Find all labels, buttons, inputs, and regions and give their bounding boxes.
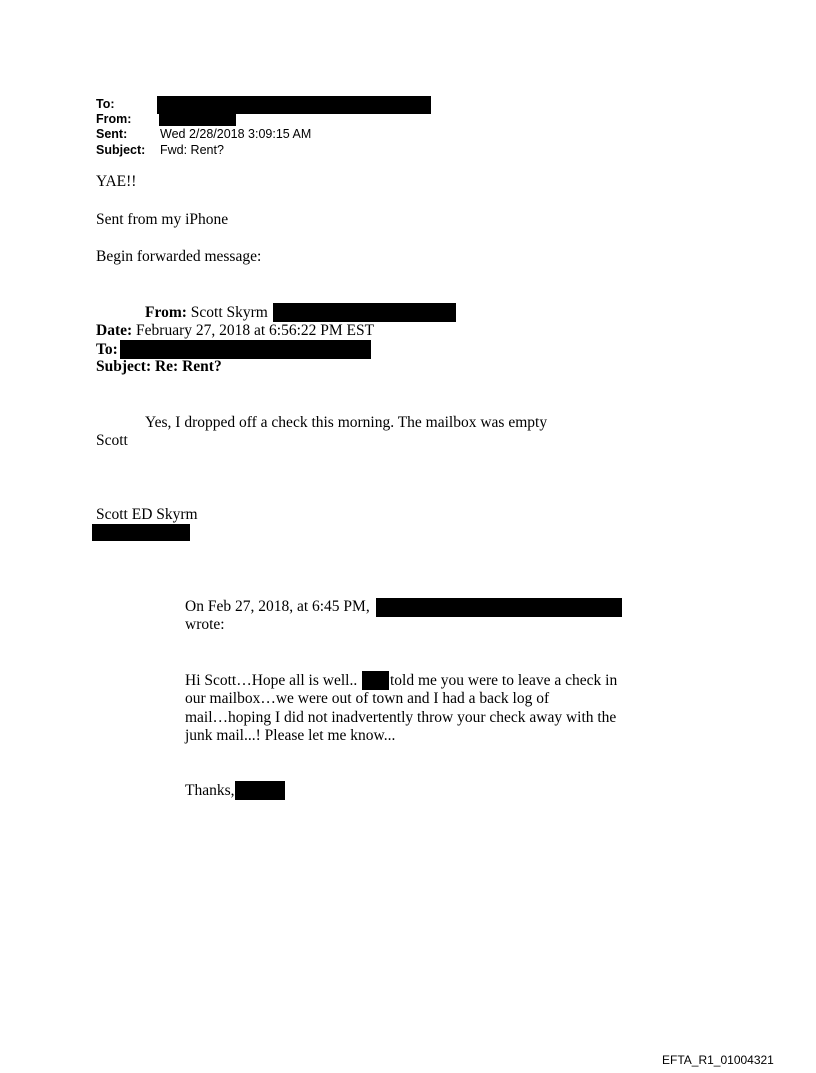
redaction-fwd-from-email: [273, 303, 456, 322]
redaction-from: [159, 113, 236, 126]
redaction-quoted-signoff: [235, 781, 285, 800]
sent-value: Wed 2/28/2018 3:09:15 AM: [160, 127, 312, 141]
fwd-from-label: From:: [145, 304, 187, 321]
fwd-subject-value: Re: Rent?: [154, 358, 222, 375]
to-label: To:: [96, 97, 115, 111]
fwd-to-label: To:: [96, 341, 118, 358]
body-sent-from: Sent from my iPhone: [96, 211, 229, 228]
subject-label: Subject:: [96, 143, 146, 157]
redaction-quoted-name: [362, 671, 389, 690]
fwd-date-value: February 27, 2018 at 6:56:22 PM EST: [136, 322, 375, 339]
redaction-quoted-sender: [376, 598, 622, 617]
redaction-signature: [92, 524, 190, 541]
fwd-subject-label: Subject:: [96, 358, 152, 375]
quoted-p4: junk mail...! Please let me know...: [185, 727, 396, 744]
subject-value: Fwd: Rent?: [160, 143, 224, 157]
quoted-p1-after: told me you were to leave a check in: [390, 672, 618, 689]
from-label: From:: [96, 112, 132, 126]
quoted-p3: mail…hoping I did not inadvertently throw your check away with the: [185, 709, 617, 726]
quoted-intro-line1: On Feb 27, 2018, at 6:45 PM,: [185, 598, 370, 615]
redaction-to: [157, 96, 431, 114]
fwd-message-line2: Scott: [96, 432, 128, 449]
fwd-message-line1: Yes, I dropped off a check this morning. The mailbox was empty: [145, 414, 548, 431]
fwd-date-label: Date:: [96, 322, 133, 339]
quoted-p2: our mailbox…we were out of town and I had a back log of: [185, 690, 550, 707]
redaction-fwd-to: [120, 340, 371, 359]
fwd-from-value: Scott Skyrm: [190, 304, 268, 321]
body-forward-intro: Begin forwarded message:: [96, 248, 262, 265]
quoted-intro-line2: wrote:: [185, 616, 225, 633]
fwd-subject-line: [96, 358, 222, 376]
body-exclamation: YAE!!: [96, 173, 137, 190]
signature-name: Scott ED Skyrm: [96, 506, 198, 523]
sent-label: Sent:: [96, 127, 128, 141]
fwd-date-line: [96, 322, 374, 340]
bates-number: EFTA_R1_01004321: [662, 1053, 774, 1067]
quoted-thanks: Thanks,: [185, 782, 235, 799]
quoted-p1-before: Hi Scott…Hope all is well..: [185, 672, 358, 689]
fwd-from-line: [145, 304, 268, 322]
